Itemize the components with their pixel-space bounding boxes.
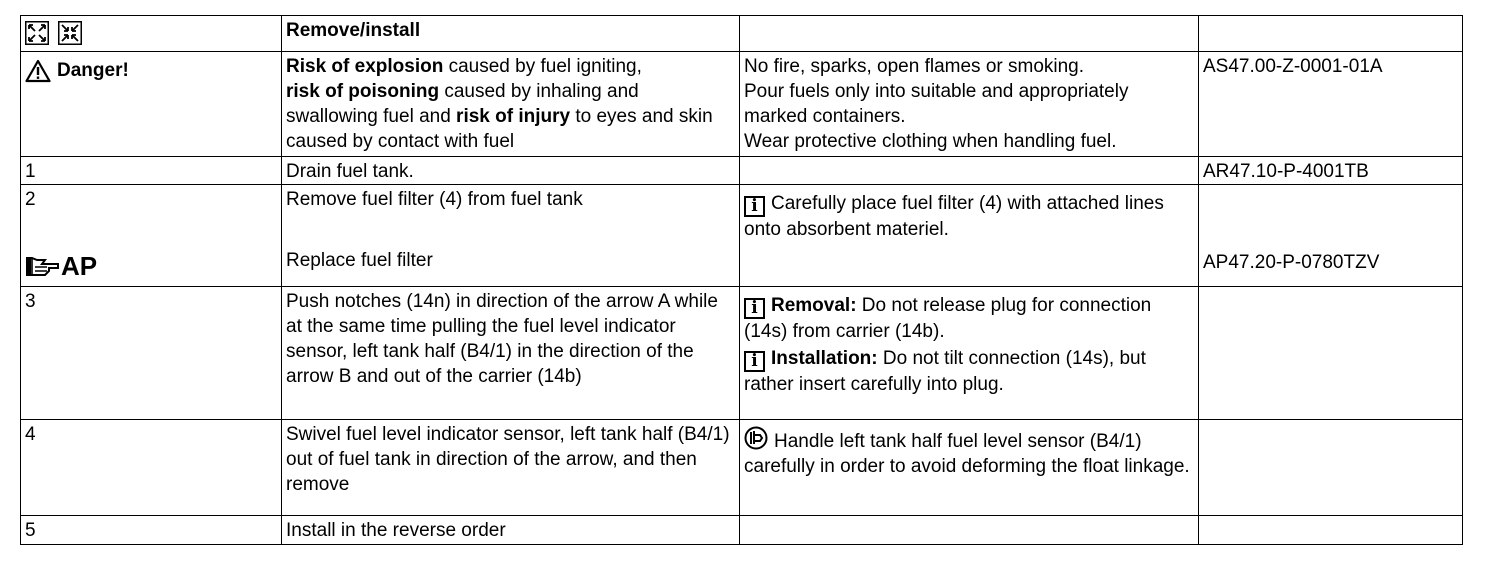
step-reference-cell bbox=[1199, 287, 1463, 420]
procedure-table bbox=[20, 15, 1463, 545]
reference-link[interactable]: AS47.00-Z-0001-01A bbox=[1203, 56, 1383, 77]
step-text-cell bbox=[282, 185, 740, 287]
step-note-cell bbox=[740, 516, 1199, 545]
removal-text: Do not release plug for connection (14s) from carrier (14b). bbox=[744, 295, 1152, 342]
step-note-cell bbox=[740, 185, 1199, 287]
step-text: Remove fuel filter (4) from fuel tank bbox=[286, 189, 583, 210]
zoom-out-icon[interactable] bbox=[58, 21, 82, 45]
risk-poisoning-text: caused by inhaling and swallowing fuel and bbox=[286, 81, 639, 127]
caution-circle-icon bbox=[744, 426, 768, 450]
step-note-cell bbox=[740, 157, 1199, 185]
danger-label-cell bbox=[21, 52, 282, 157]
step-text: Install in the reverse order bbox=[282, 516, 740, 545]
reference-link[interactable]: AR47.10-P-4001TB bbox=[1203, 161, 1369, 182]
step-number: 4 bbox=[21, 420, 282, 516]
header-icons-cell bbox=[21, 16, 282, 52]
warning-triangle-icon bbox=[25, 59, 51, 83]
step-text: Push notches (14n) in direction of the arrow A while at the same time pulling the fuel level indicator sensor, left tank half (B4/1) in the direction of the arrow B and out of the carrier (14b) bbox=[282, 287, 740, 420]
step-row bbox=[21, 157, 1463, 185]
header-row bbox=[21, 16, 1463, 52]
step-row bbox=[21, 420, 1463, 516]
danger-label: Danger! bbox=[57, 60, 129, 81]
danger-measures-cell bbox=[740, 52, 1199, 157]
header-title-text: Remove/install bbox=[286, 20, 421, 41]
step-note-cell bbox=[740, 420, 1199, 516]
step-reference-cell bbox=[1199, 185, 1463, 287]
step-number-cell bbox=[21, 185, 282, 287]
step-number: 5 bbox=[21, 516, 282, 545]
step-reference-cell bbox=[1199, 157, 1463, 185]
step-text: Drain fuel tank. bbox=[282, 157, 740, 185]
removal-label: Removal: bbox=[771, 295, 857, 316]
info-icon: i bbox=[744, 196, 765, 217]
measure-line: Pour fuels only into suitable and appropriately marked containers. bbox=[744, 81, 1129, 127]
header-title bbox=[282, 16, 740, 52]
step-reference-cell bbox=[1199, 420, 1463, 516]
step-number: 3 bbox=[21, 287, 282, 420]
installation-label: Installation: bbox=[771, 348, 878, 369]
installation-text: Do not tilt connection (14s), but rather insert carefully into plug. bbox=[744, 348, 1146, 395]
installation-note bbox=[744, 346, 1194, 397]
removal-note bbox=[744, 293, 1194, 344]
step-number: 1 bbox=[21, 157, 282, 185]
reference-link[interactable]: AP47.20-P-0780TZV bbox=[1203, 252, 1380, 273]
ap-text: Replace fuel filter bbox=[286, 250, 433, 271]
step-text: Swivel fuel level indicator sensor, left tank half (B4/1) out of fuel tank in direction of the arrow, and then remove bbox=[282, 420, 740, 516]
step-note-cell bbox=[740, 287, 1199, 420]
step-note: Handle left tank half fuel level sensor (B4/1) carefully in order to avoid deforming the float linkage. bbox=[744, 431, 1190, 477]
risk-injury: risk of injury bbox=[456, 106, 571, 127]
header-empty-cell bbox=[740, 16, 1199, 52]
ap-label: AP bbox=[61, 251, 98, 281]
step-row bbox=[21, 516, 1463, 545]
header-empty-cell bbox=[1199, 16, 1463, 52]
danger-row bbox=[21, 52, 1463, 157]
step-number: 2 bbox=[25, 189, 36, 210]
danger-risk-cell bbox=[282, 52, 740, 157]
danger-reference-cell bbox=[1199, 52, 1463, 157]
info-icon: i bbox=[744, 351, 765, 372]
measure-line: Wear protective clothing when handling fuel. bbox=[744, 131, 1117, 152]
pointing-hand-icon bbox=[25, 255, 59, 277]
info-icon: i bbox=[744, 298, 765, 319]
risk-injury-text: to eyes and skin caused by contact with fuel bbox=[286, 106, 713, 152]
measure-line: No fire, sparks, open flames or smoking. bbox=[744, 56, 1085, 77]
step-row bbox=[21, 185, 1463, 287]
risk-explosion: Risk of explosion bbox=[286, 56, 444, 77]
step-row bbox=[21, 287, 1463, 420]
zoom-in-icon[interactable] bbox=[25, 21, 49, 45]
step-reference-cell bbox=[1199, 516, 1463, 545]
risk-poisoning: risk of poisoning bbox=[286, 81, 440, 102]
risk-explosion-text: caused by fuel igniting, bbox=[443, 56, 642, 77]
step-note: Carefully place fuel filter (4) with attached lines onto absorbent materiel. bbox=[744, 193, 1164, 240]
